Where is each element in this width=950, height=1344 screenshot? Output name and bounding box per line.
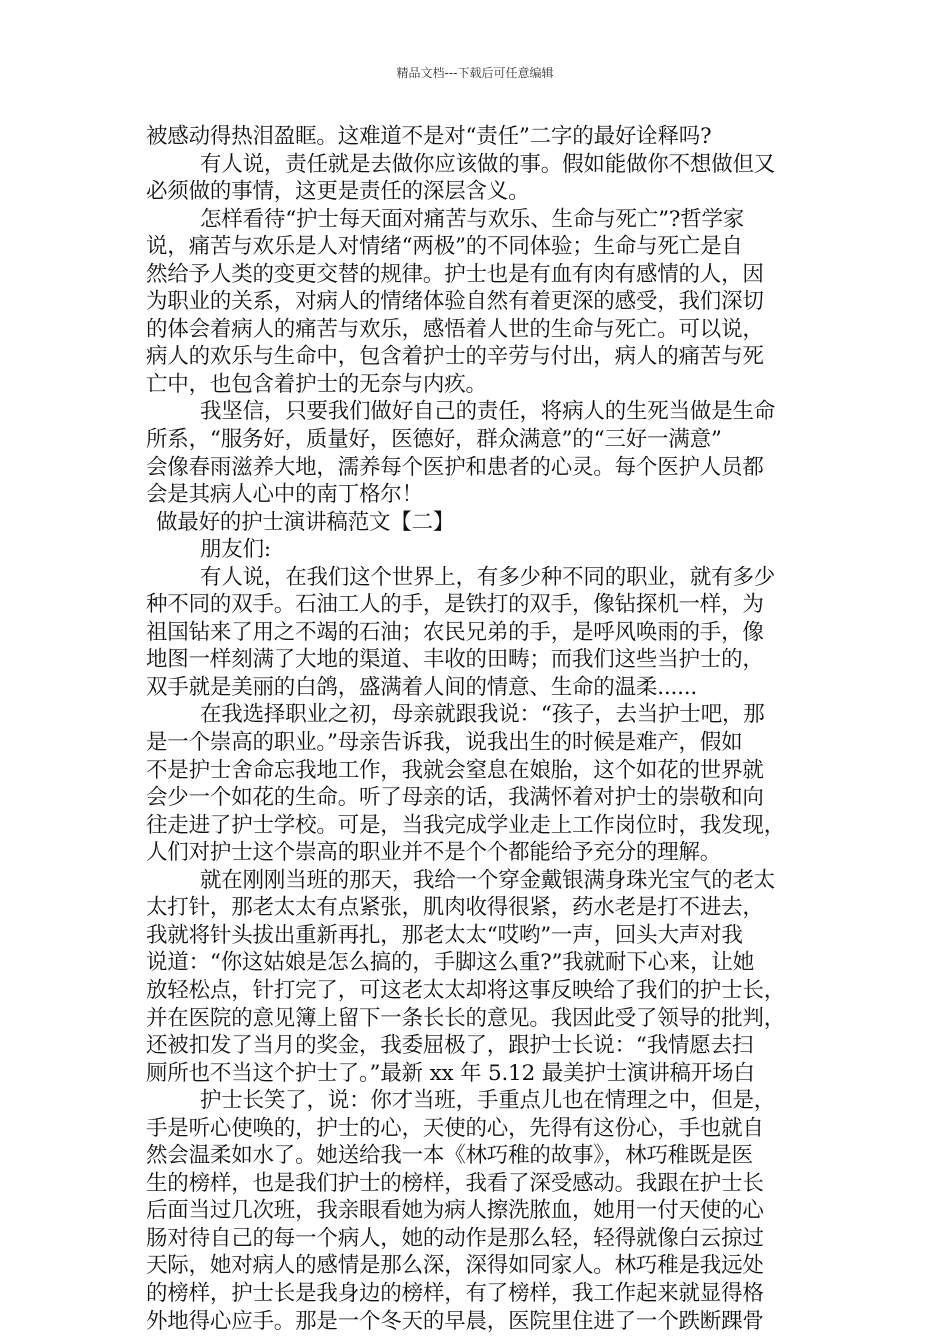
text-line: 手是听心使唤的，护士的心，天使的心，先得有这份心，手也就自 xyxy=(146,1115,764,1141)
text-line: 双手就是美丽的白鸽，盛满着人间的情意、生命的温柔...... xyxy=(146,674,698,700)
text-line: 会是其病人心中的南丁格尔！ xyxy=(146,482,423,508)
text-line: 太打针，那老太太有点紧张，肌肉收得很紧，药水老是打不进去， xyxy=(146,895,764,921)
paragraph-start-line: 有人说，责任就是去做你应该做的事。假如能做你不想做但又 xyxy=(200,151,776,177)
text-line: 放轻松点，针打完了，可这老太太却将这事反映给了我们的护士长， xyxy=(146,977,786,1003)
text-line: 被感动得热泪盈眶。这难道不是对“责任”二字的最好诠释吗? xyxy=(146,124,712,149)
text-line: 往走进了护士学校。可是，当我完成学业走上工作岗位时，我发现， xyxy=(146,812,786,838)
text-line: 并在医院的意见簿上留下一条长长的意见。我因此受了领导的批判， xyxy=(146,1005,786,1031)
text-line: 外地得心应手。那是一个冬天的早晨，医院里住进了一个跌断踝骨 xyxy=(146,1308,764,1334)
paragraph-start-line: 我坚信，只要我们做好自己的责任，将病人的生死当做是生命 xyxy=(200,399,776,425)
text-line: 地图一样刻满了大地的渠道、丰收的田畴；而我们这些当护士的， xyxy=(146,647,764,673)
text-line: 种不同的双手。石油工人的手，是铁打的双手，像钻探机一样，为 xyxy=(146,592,764,618)
text-line: 会少一个如花的生命。听了母亲的话，我满怀着对护士的崇敬和向 xyxy=(146,785,764,811)
text-line: 所系，“服务好，质量好，医德好，群众满意”的“三好一满意” xyxy=(146,427,722,453)
paragraph-start-line: 在我选择职业之初，母亲就跟我说：“孩子，去当护士吧，那 xyxy=(200,702,765,728)
text-line: 病人的欢乐与生命中，包含着护士的辛劳与付出，病人的痛苦与死 xyxy=(146,344,764,370)
text-line: 的榜样，护士长是我身边的榜样，有了榜样，我工作起来就显得格 xyxy=(146,1280,764,1306)
text-line: 生的榜样，也是我们护士的榜样，我看了深受感动。我跟在护士长 xyxy=(146,1170,764,1196)
text-line: 说道：“你这姑娘是怎么搞的，手脚这么重?”我就耐下心来，让她 xyxy=(146,950,755,976)
text-line: 然给予人类的变更交替的规律。护士也是有血有肉有感情的人，因 xyxy=(146,261,764,287)
document-body xyxy=(146,123,810,1335)
text-line: 然会温柔如水了。她送给我一本《林巧稚的故事》，林巧稚既是医 xyxy=(146,1143,753,1169)
paragraph-start-line: 护士长笑了，说：你才当班，手重点儿也在情理之中，但是， xyxy=(200,1088,776,1114)
text-line: 亡中，也包含着护士的无奈与内疚。 xyxy=(146,371,487,397)
paragraph-start-line: 有人说，在我们这个世界上，有多少种不同的职业，就有多少 xyxy=(200,564,776,590)
text-line: 我就将针头拔出重新再扎，那老太太“哎哟”一声，回头大声对我 xyxy=(146,922,743,948)
text-line: 天际，她对病人的感情是那么深，深得如同家人。林巧稚是我远处 xyxy=(146,1253,764,1279)
text-line: 说，痛苦与欢乐是人对情绪“两极”的不同体验；生命与死亡是自 xyxy=(146,234,743,260)
text-line: 会像春雨滋养大地，濡养每个医护和患者的心灵。每个医护人员都 xyxy=(146,454,764,480)
text-line: 厕所也不当这个护士了。”最新 xx 年 5.12 最美护士演讲稿开场白 xyxy=(146,1060,755,1086)
text-line: 祖国钻来了用之不竭的石油；农民兄弟的手，是呼风唤雨的手，像 xyxy=(146,619,764,645)
text-line: 必须做的事情，这更是责任的深层含义。 xyxy=(146,179,530,205)
text-line: 不是护士舍命忘我地工作，我就会窒息在娘胎，这个如花的世界就 xyxy=(146,757,764,783)
text-line: 还被扣发了当月的奖金，我委屈极了，跟护士长说：“我情愿去扫 xyxy=(146,1033,754,1059)
paragraph-start-line: 怎样看待“护士每天面对痛苦与欢乐、生命与死亡”?哲学家 xyxy=(200,206,745,232)
text-line: 肠对待自己的每一个病人，她的动作是那么轻，轻得就像白云掠过 xyxy=(146,1225,764,1251)
text-line: 的体会着病人的痛苦与欢乐，感悟着人世的生命与死亡。可以说， xyxy=(146,316,764,342)
section-heading: 做最好的护士演讲稿范文【二】 xyxy=(156,509,455,535)
text-line: 后面当过几次班，我亲眼看她为病人擦洗脓血，她用一付天使的心 xyxy=(146,1198,764,1224)
text-line: 为职业的关系，对病人的情绪体验自然有着更深的感受，我们深切 xyxy=(146,289,764,315)
text-line: 人们对护士这个崇高的职业并不是个个都能给予充分的理解。 xyxy=(146,840,722,866)
text-line: 是一个崇高的职业。”母亲告诉我，说我出生的时候是难产，假如 xyxy=(146,730,743,756)
page-header: 精品文档---下载后可任意编辑 xyxy=(396,66,554,80)
greeting-line: 朋友们: xyxy=(200,537,271,563)
paragraph-start-line: 就在刚刚当班的那天，我给一个穿金戴银满身珠光宝气的老太 xyxy=(200,867,776,893)
